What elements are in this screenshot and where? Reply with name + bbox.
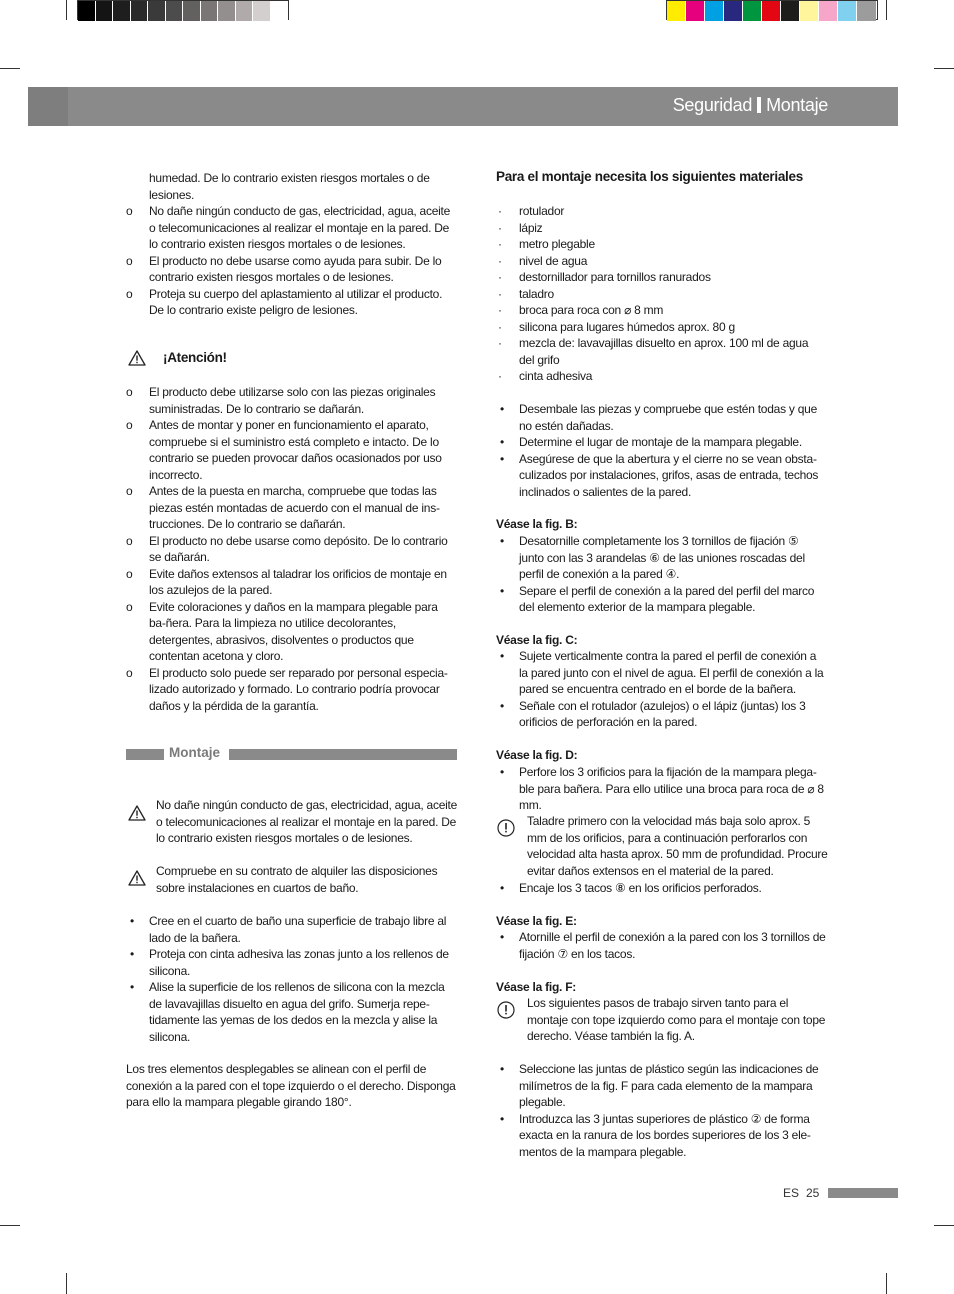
list-item <box>496 253 826 270</box>
circle-marker: o <box>126 204 133 218</box>
color-swatch <box>201 1 219 21</box>
title-separator <box>757 97 761 113</box>
color-swatch <box>667 1 686 21</box>
attention-title: ¡Atención! <box>163 350 227 365</box>
list-item <box>496 319 826 336</box>
list-item-text: Señale con el rotulador (azulejos) o el lápiz (juntas) los 3 orificios de perforación en la pared. <box>519 698 806 729</box>
list-item <box>496 533 826 583</box>
list-item-text: cinta adhesiva <box>519 369 593 383</box>
page-number: 25 <box>806 1186 820 1200</box>
list-item-text: broca para roca con ⌀ 8 mm <box>519 303 664 317</box>
list-item <box>496 880 826 897</box>
bullet-marker: • <box>500 881 504 895</box>
fig-e-heading: Véase la fig. E: <box>496 914 577 928</box>
list-item <box>496 335 826 368</box>
color-swatch <box>236 1 254 21</box>
page-title <box>673 95 828 116</box>
list-item <box>496 583 826 616</box>
middot-marker: · <box>498 204 502 218</box>
middot-marker: · <box>498 336 502 350</box>
footer-bar <box>828 1188 898 1198</box>
color-swatch <box>724 1 743 21</box>
list-item <box>126 253 456 286</box>
list-item <box>126 599 456 665</box>
color-swatch <box>800 1 819 21</box>
prep-list <box>126 913 456 1045</box>
color-swatch <box>166 1 184 21</box>
bullet-marker: • <box>130 914 134 928</box>
list-item-text: Evite daños extensos al taladrar los orificios de montaje en los azulejos de la pared. <box>149 566 447 597</box>
circle-marker: o <box>126 253 133 268</box>
color-swatch <box>183 1 201 21</box>
list-item <box>496 764 826 814</box>
list-item-text: Perfore los 3 orificios para la fijación de la mampara plega-ble para bañera. Para ello utilice una broca para roca de ⌀ 8 mm. <box>519 765 824 812</box>
list-item-text: metro plegable <box>519 237 595 251</box>
section-rule-right <box>229 749 457 760</box>
list-item-text: Proteja su cuerpo del aplastamiento al utilizar el producto. De lo contrario existe peligro de lesiones. <box>149 286 443 317</box>
middot-marker: · <box>498 286 502 301</box>
exclamation-circle-icon <box>497 1001 515 1019</box>
crop-mark <box>886 0 887 20</box>
list-item <box>126 566 456 599</box>
list-item-text: El producto no debe usarse como ayuda para subir. De lo contrario existen riesgos mortales o de lesiones. <box>149 253 442 284</box>
list-item <box>126 979 456 1045</box>
list-item <box>496 203 826 220</box>
bullet-marker: • <box>500 930 504 944</box>
list-item <box>126 417 456 483</box>
intro-steps <box>496 401 826 500</box>
middot-marker: · <box>498 237 502 251</box>
list-item <box>496 1111 826 1161</box>
fig-f-heading: Véase la fig. F: <box>496 980 577 994</box>
circle-marker: o <box>126 566 133 581</box>
color-swatch <box>781 1 800 21</box>
color-swatch <box>148 1 166 21</box>
list-item-text: Antes de montar y poner en funcionamiento el aparato, compruebe si el suministro está completo e intacto. De lo contrario se pueden provocar daños ocasionados por uso incorrecto. <box>149 418 442 482</box>
list-item-text: Determine el lugar de montaje de la mampara plegable. <box>519 435 802 449</box>
middot-marker: · <box>498 270 502 284</box>
list-item <box>496 451 826 501</box>
closing-paragraph: Los tres elementos desplegables se alinean con el perfil de conexión a la pared con el tope izquierdo o el derecho. Disponga para ello la mampara plegable girando 180°. <box>126 1062 456 1109</box>
circle-marker: o <box>126 599 133 614</box>
list-item-text: Alise la superficie de los rellenos de silicona con la mezcla de lavavajillas disuelto en agua del grifo. Sumerja repe-tidamente las yemas de los dedos en la mezcla y alise la silicona. <box>149 980 445 1044</box>
bullet-marker: • <box>500 583 504 598</box>
color-swatch <box>686 1 705 21</box>
list-item <box>496 269 826 286</box>
fig-c-heading: Véase la fig. C: <box>496 633 578 647</box>
color-swatch <box>271 1 288 21</box>
list-item <box>496 698 826 731</box>
warning-triangle-icon <box>128 805 146 821</box>
list-item-text: No dañe ningún conducto de gas, electricidad, agua, aceite o telecomunicaciones al realizar el montaje en la pared. De lo contrario existen riesgos mortales o de lesiones. <box>149 204 451 251</box>
crop-mark <box>0 1225 20 1226</box>
list-item <box>496 236 826 253</box>
list-item <box>496 434 826 451</box>
fig-b-heading: Véase la fig. B: <box>496 517 578 531</box>
crop-mark <box>66 0 67 20</box>
circle-marker: o <box>126 286 133 301</box>
list-item-text: El producto debe utilizarse solo con las piezas originales suministradas. De lo contrario se dañarán. <box>149 385 436 416</box>
warning-text: No dañe ningún conducto de gas, electricidad, agua, aceite o telecomunicaciones al realizar el montaje en la pared. De lo contrario existen riesgos mortales o de lesiones. <box>156 798 458 845</box>
list-item-text: lápiz <box>519 220 543 235</box>
list-item <box>496 1061 826 1111</box>
color-swatch <box>113 1 131 21</box>
attention-list <box>126 384 456 714</box>
bullet-marker: • <box>500 402 504 416</box>
bullet-marker: • <box>500 698 504 713</box>
color-swatch <box>819 1 838 21</box>
fig-b-list <box>496 533 826 616</box>
fig-d-heading: Véase la fig. D: <box>496 748 578 762</box>
list-item-text: Asegúrese de que la abertura y el cierre no se vean obsta-culizados por instalaciones, grifos, asas de entrada, techos inclinados o salientes de la pared. <box>519 451 819 499</box>
list-item-text: Introduzca las 3 juntas superiores de plástico ② de forma exacta en la ranura de los bordes superiores de los 3 ele-mentos de la mampara plegable. <box>519 1111 811 1159</box>
crop-mark <box>934 68 954 69</box>
list-item-text: nivel de agua <box>519 253 588 268</box>
fig-f-note: Los siguientes pasos de trabajo sirven tanto para el montaje con tope izquierdo como para el montaje con tope derecho. Véase también la fig. A. <box>527 996 826 1043</box>
circle-marker: o <box>126 418 133 432</box>
middot-marker: · <box>498 303 502 317</box>
list-item-text: Proteja con cinta adhesiva las zonas junto a los rellenos de silicona. <box>149 947 449 978</box>
materials-list <box>496 203 826 385</box>
circle-marker: o <box>126 484 133 498</box>
left-safety-block <box>126 170 456 319</box>
list-item <box>126 913 456 946</box>
bullet-marker: • <box>500 451 504 466</box>
list-item-text: Atornille el perfil de conexión a la pared con los 3 tornillos de fijación ⑦ en los tacos. <box>519 930 826 961</box>
bullet-marker: • <box>500 649 504 663</box>
list-item-text: Cree en el cuarto de baño una superficie de trabajo libre al lado de la bañera. <box>149 914 447 945</box>
bullet-marker: • <box>500 1111 504 1126</box>
list-item <box>126 483 456 533</box>
bullet-marker: • <box>500 534 504 548</box>
list-item-text: silicona para lugares húmedos aprox. 80 g <box>519 319 735 334</box>
list-item <box>496 929 826 962</box>
list-item <box>126 384 456 417</box>
warning-triangle-icon <box>128 870 146 886</box>
color-swatch <box>218 1 236 21</box>
list-item <box>126 203 456 253</box>
list-item-text: Sujete verticalmente contra la pared el perfil de conexión a la pared junto con el nivel de agua. El perfil de conexión a la pared se encuentra centrado en el borde de la bañera. <box>519 649 824 696</box>
middot-marker: · <box>498 220 502 235</box>
crop-mark <box>886 1273 887 1294</box>
color-swatch <box>857 1 876 21</box>
page-title-left: Seguridad <box>672 95 753 115</box>
fig-e-list <box>496 929 826 962</box>
list-item-text: Encaje los 3 tacos ⑧ en los orificios perforados. <box>519 881 762 895</box>
circle-marker: o <box>126 665 133 680</box>
color-swatch <box>762 1 781 21</box>
color-swatch <box>838 1 857 21</box>
color-swatch <box>131 1 149 21</box>
list-item-text: destornillador para tornillos ranurados <box>519 270 711 284</box>
intro-continuation: humedad. De lo contrario existen riesgos mortales o de lesiones. <box>149 171 430 202</box>
color-swatch <box>96 1 114 21</box>
warning-triangle-icon <box>128 350 146 366</box>
fig-f-list <box>496 1061 826 1160</box>
list-item-text: mezcla de: lavavajillas disuelto en aprox. 100 ml de agua del grifo <box>519 336 809 367</box>
list-item-text: Antes de la puesta en marcha, compruebe que todas las piezas estén montadas de acuerdo con el manual de ins-trucciones. De lo contrario se dañarán. <box>149 484 440 531</box>
color-swatch-strip <box>666 0 878 20</box>
bullet-marker: • <box>500 1062 504 1076</box>
bullet-marker: • <box>500 435 504 449</box>
fig-d-note: Taladre primero con la velocidad más baja solo aprox. 5 mm de los orificios, para a continuación perforarlos con velocidad alta hasta aprox. 50 mm de profundidad. Procure evitar daños extensos en el material de la pared. <box>527 814 828 878</box>
list-item-text: El producto no debe usarse como depósito. De lo contrario se dañarán. <box>149 533 448 564</box>
list-item-text: El producto solo puede ser reparado por personal especia-lizado autorizado y formado. Lo contrario podría provocar daños y la pérdida de la garantía. <box>149 665 448 713</box>
list-item <box>126 665 456 715</box>
list-item <box>496 302 826 319</box>
middot-marker: · <box>498 319 502 334</box>
list-item-text: taladro <box>519 286 554 301</box>
color-swatch <box>705 1 724 21</box>
fig-c-list <box>496 648 826 731</box>
list-item <box>126 533 456 566</box>
section-rule-left <box>126 749 164 760</box>
bullet-marker: • <box>130 947 134 961</box>
section-title: Montaje <box>169 745 221 760</box>
middot-marker: · <box>498 253 502 268</box>
page-title-right: Montaje <box>766 95 828 115</box>
list-item <box>496 648 826 698</box>
exclamation-circle-icon <box>497 819 515 837</box>
list-item <box>126 286 456 319</box>
grayscale-swatch-strip <box>77 0 289 20</box>
fig-d-step-2 <box>496 880 826 897</box>
list-item-text: Seleccione las juntas de plástico según las indicaciones de milímetros de la fig. F para cada elemento de la mampara plegable. <box>519 1062 819 1109</box>
bullet-marker: • <box>130 980 134 994</box>
bullet-marker: • <box>500 765 504 779</box>
materials-title: Para el montaje necesita los siguientes materiales <box>496 169 803 184</box>
footer-language: ES <box>783 1186 800 1200</box>
list-item-text: Desembale las piezas y compruebe que estén todas y que no estén dañadas. <box>519 402 818 433</box>
list-item <box>496 286 826 303</box>
list-item-text: Evite coloraciones y daños en la mampara plegable para ba-ñera. Para la limpieza no utilice decolorantes, detergentes, abrasivos, disolventes o productos que contentan acetona y cloro. <box>149 599 438 663</box>
crop-mark <box>0 68 20 69</box>
list-item <box>496 220 826 237</box>
list-item-text: Desatornille completamente los 3 tornillos de fijación ⑤ junto con las 3 arandelas ⑥ de las uniones roscadas del perfil de conexión a la pared ④. <box>519 534 805 581</box>
list-item <box>496 401 826 434</box>
crop-mark <box>66 1273 67 1294</box>
list-item <box>126 946 456 979</box>
fig-d-step-1 <box>496 764 826 814</box>
list-item-text: rotulador <box>519 204 565 218</box>
header-band-edge <box>28 87 68 126</box>
list-item-text: Separe el perfil de conexión a la pared del perfil del marco del elemento exterior de la mampara plegable. <box>519 583 815 614</box>
color-swatch <box>743 1 762 21</box>
circle-marker: o <box>126 533 133 548</box>
color-swatch <box>78 1 96 21</box>
list-item <box>496 368 826 385</box>
circle-marker: o <box>126 385 133 399</box>
crop-mark <box>934 1225 954 1226</box>
color-swatch <box>253 1 271 21</box>
warning-text: Compruebe en su contrato de alquiler las disposiciones sobre instalaciones en cuartos de baño. <box>156 864 438 895</box>
middot-marker: · <box>498 369 502 383</box>
